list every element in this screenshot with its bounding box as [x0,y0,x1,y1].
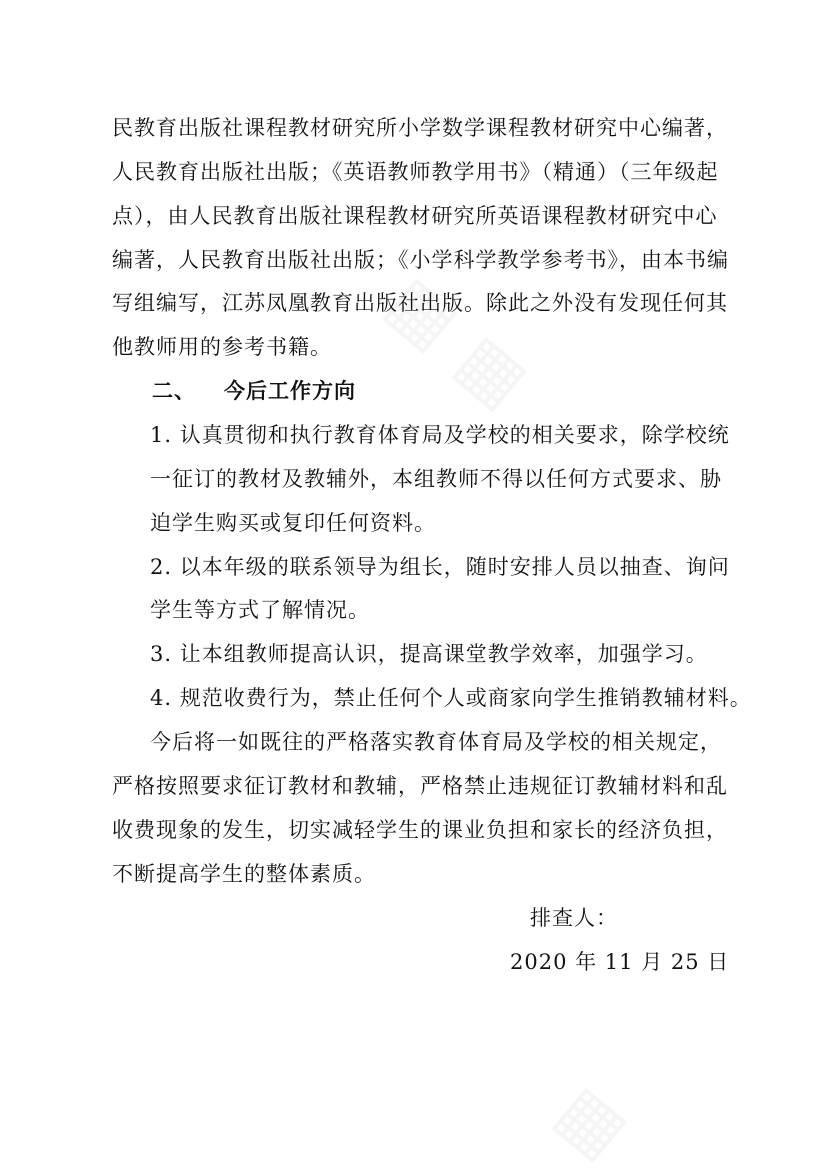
section-heading-title: 今后工作方向 [224,378,356,403]
body-line: 写组编写，江苏凤凰教育出版社出版。除此之外没有发现任何其 [112,291,728,315]
watermark: ▦ ▦ [371,259,545,423]
body-line: 人民教育出版社出版；《英语教师教学用书》（精通）（三年级起 [112,160,719,184]
signature-date: 2020 年 11 月 25 日 [510,950,730,974]
list-item: 1. 认真贯彻和执行教育体育局及学校的相关要求，除学校统 [150,423,730,447]
closing-line: 收费现象的发生，切实减轻学生的课业负担和家长的经济负担， [112,818,728,842]
signature-label: 排查人： [530,906,618,930]
list-item: 4. 规范收费行为，禁止任何个人或商家向学生推销教辅材料。 [150,686,752,710]
list-item: 2. 以本年级的联系领导为组长，随时安排人员以抽查、询问 [150,555,730,579]
body-line: 编著，人民教育出版社出版；《小学科学教学参考书》，由本书编 [112,248,729,272]
closing-line: 严格按照要求征订教材和教辅，严格禁止违规征订教辅材料和乱 [112,774,728,798]
list-item: 学生等方式了解情况。 [150,598,370,622]
body-line: 他教师用的参考书籍。 [112,335,332,359]
watermark-bottom: ▦ [541,1068,645,1174]
body-line: 点），由人民教育出版社课程教材研究所英语课程教材研究中心 [112,204,718,228]
closing-line: 今后将一如既往的严格落实教育体育局及学校的相关规定， [150,730,722,754]
list-item: 一征订的教材及教辅外，本组教师不得以任何方式要求、胁 [150,467,722,491]
closing-line: 不断提高学生的整体素质。 [112,862,376,886]
list-item: 迫学生购买或复印任何资料。 [150,511,436,535]
list-item: 3. 让本组教师提高认识，提高课堂教学效率，加强学习。 [150,642,708,666]
section-heading-number: 二、 [152,378,196,403]
body-line: 民教育出版社课程教材研究所小学数学课程教材研究中心编著， [112,116,728,140]
